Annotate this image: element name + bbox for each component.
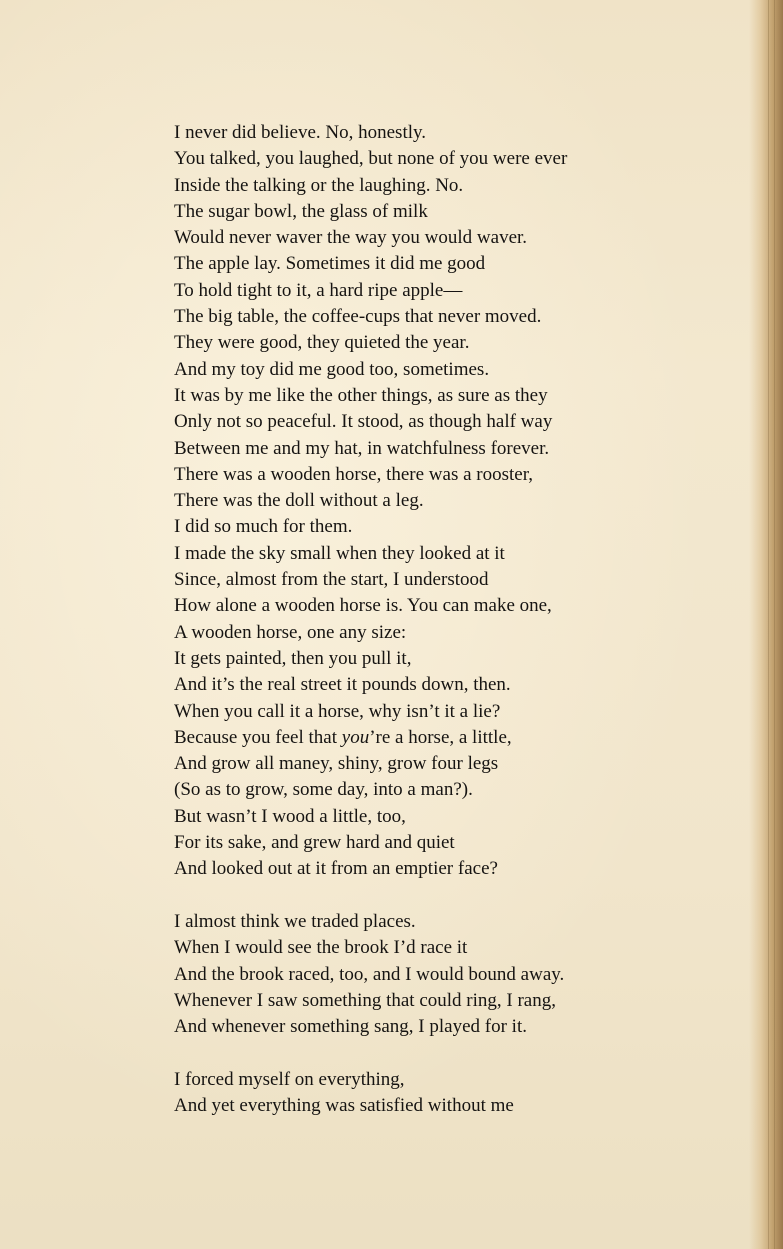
poem-line: Between me and my hat, in watchfulness forever. — [174, 437, 550, 459]
poem-line: And yet everything was satisfied without me — [174, 1094, 514, 1116]
poem-line: There was a wooden horse, there was a rooster, — [174, 463, 534, 485]
poem-line: I forced myself on everything, — [174, 1068, 405, 1090]
poem-line: And it’s the real street it pounds down, then. — [174, 674, 511, 696]
poem-line: And looked out at it from an emptier face? — [174, 858, 498, 880]
poem-line: I never did believe. No, honestly. — [174, 122, 427, 143]
poem-line: Inside the talking or the laughing. No. — [174, 174, 464, 196]
poem-line: They were good, they quieted the year. — [174, 332, 470, 354]
poem-line: I almost think we traded places. — [174, 910, 416, 932]
page-edge-line — [768, 0, 769, 1249]
poem-line: And my toy did me good too, sometimes. — [174, 358, 490, 380]
poem-line: A wooden horse, one any size: — [174, 621, 407, 643]
stanza — [174, 909, 734, 1040]
poem-text — [174, 120, 734, 1119]
poem-line: And whenever something sang, I played for it. — [174, 1016, 527, 1038]
poem-line: For its sake, and grew hard and quiet — [174, 832, 455, 854]
page-edge-line — [774, 0, 775, 1249]
poem-line: And grow all maney, shiny, grow four legs — [174, 753, 499, 775]
stanza — [174, 120, 734, 883]
poem-line: (So as to grow, some day, into a man?). — [174, 779, 473, 801]
stanza — [174, 1067, 734, 1120]
poem-line: Whenever I saw something that could ring, I rang, — [174, 989, 556, 1011]
poem-line: The apple lay. Sometimes it did me good — [174, 253, 486, 275]
poem-line: Since, almost from the start, I understood — [174, 569, 489, 591]
poem-line: When you call it a horse, why isn’t it a lie? — [174, 700, 501, 722]
poem-line: But wasn’t I wood a little, too, — [174, 805, 406, 827]
poem-line: The big table, the coffee-cups that never moved. — [174, 306, 542, 328]
poem-line: When I would see the brook I’d race it — [174, 937, 468, 959]
poem-line: The sugar bowl, the glass of milk — [174, 200, 428, 222]
poem-line: You talked, you laughed, but none of you were ever — [174, 148, 568, 170]
poem-line: It gets painted, then you pull it, — [174, 647, 412, 669]
poem-line: Only not so peaceful. It stood, as though half way — [174, 411, 553, 433]
poem-line: I made the sky small when they looked at it — [174, 542, 505, 564]
poem-line: Would never waver the way you would waver. — [174, 227, 528, 249]
poem-line: And the brook raced, too, and I would bound away. — [174, 963, 565, 985]
poem-line: Because you feel that you’re a horse, a little, — [174, 726, 512, 748]
poem-line: To hold tight to it, a hard ripe apple— — [174, 279, 463, 301]
poem-line: I did so much for them. — [174, 516, 353, 538]
emphasis: you — [341, 726, 370, 748]
page-binding-edge — [749, 0, 783, 1249]
poem-line: It was by me like the other things, as sure as they — [174, 384, 548, 406]
poem-line: There was the doll without a leg. — [174, 490, 424, 512]
poem-line: How alone a wooden horse is. You can make one, — [174, 595, 552, 617]
